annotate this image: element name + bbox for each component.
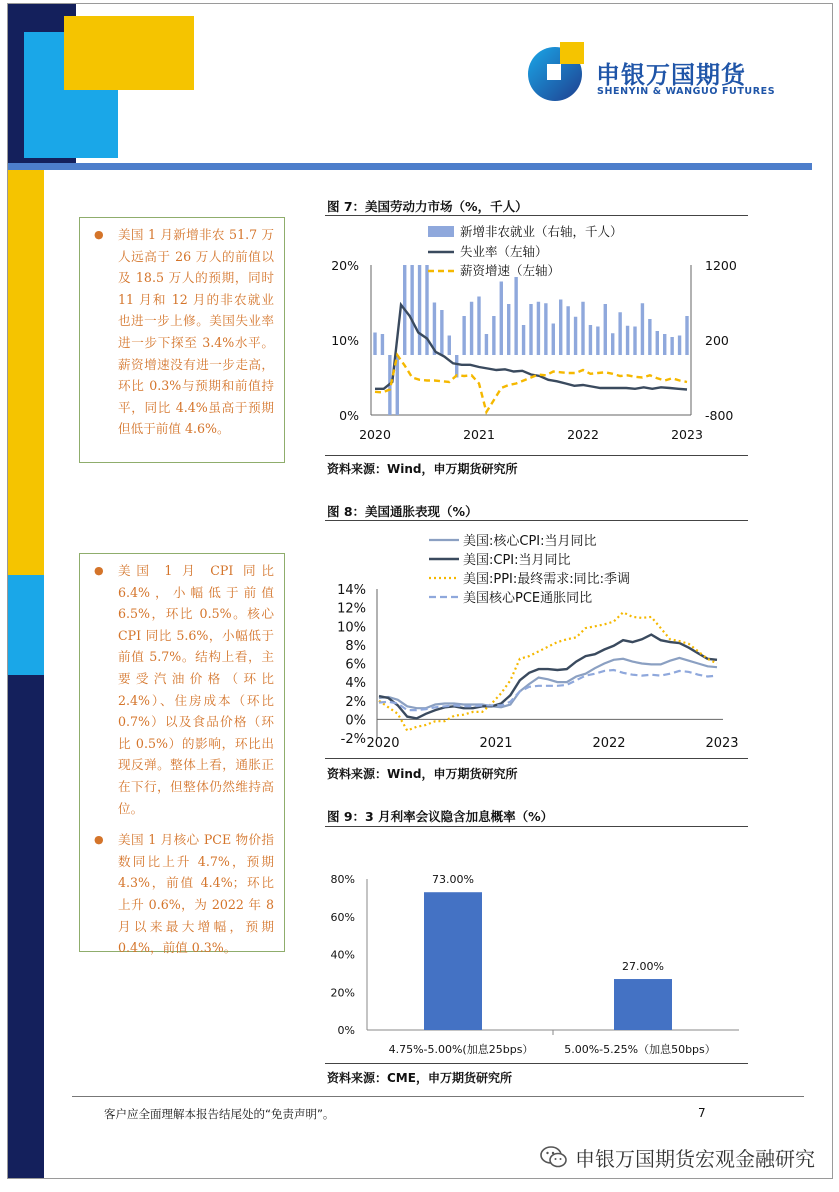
y-axis-tick-label: 6%	[345, 657, 366, 673]
y-axis-tick-label: 40%	[330, 948, 355, 962]
legend-label: 美国核心PCE通胀同比	[463, 591, 593, 606]
circle-bullet-icon: ●	[94, 228, 104, 241]
footer-rule	[72, 1096, 804, 1097]
nfp-bar	[663, 334, 666, 355]
nfp-bar	[633, 327, 636, 356]
legend-label: 美国:PPI:最终需求:同比:季调	[463, 572, 631, 587]
legend-label: 美国:CPI:当月同比	[463, 553, 571, 568]
watermark-text: 申银万国期货宏观金融研究	[575, 1147, 815, 1171]
side-strip-cyan	[8, 575, 44, 675]
summary-text: 美国 1 月 CPI 同比 6.4%，小幅低于前值 6.5%，环比 0.5%。核心 CPI 同比 5.6%，小幅低于前值 5.7%。结构上看，主要受汽油价格（环比 2.4%）、住房成本（环比 0.7%）以及食品价格（环比 0.5%）的影响，环比出现反弹。整体上看，通胀正在下行，但整体仍然维持高位。	[118, 563, 274, 816]
figure-9-top-rule	[325, 826, 748, 827]
nfp-bar	[611, 333, 614, 355]
figure-9-bottom-rule	[325, 1063, 748, 1064]
nfp-bar	[626, 326, 629, 355]
bar-value-label: 27.00%	[622, 960, 664, 974]
wage-growth-line	[375, 355, 687, 412]
nfp-bar	[648, 319, 651, 355]
nfp-bar	[410, 265, 413, 355]
nfp-bar	[670, 337, 673, 355]
company-name-cn: 申银万国期货	[596, 61, 746, 89]
x-axis-tick-label: 2021	[463, 427, 495, 442]
x-axis-tick-label: 2022	[592, 736, 626, 751]
nfp-bar	[641, 303, 644, 355]
nfp-bar	[589, 325, 592, 355]
core-cpi-line	[379, 658, 717, 708]
header-rule	[8, 163, 812, 170]
summary-paragraph	[94, 829, 274, 959]
legend-label: 美国:核心CPI:当月同比	[463, 534, 597, 549]
x-axis-tick-label: 2020	[359, 427, 391, 442]
nfp-bar	[537, 302, 540, 355]
disclaimer-note: 客户应全面理解本报告结尾处的“免责声明”。	[104, 1107, 335, 1121]
y-axis-tick-label: 14%	[337, 583, 366, 598]
nfp-bar	[685, 316, 688, 355]
legend-label: 失业率（左轴）	[460, 244, 548, 259]
x-axis-category-label: 5.00%-5.25%（加息50bps）	[564, 1043, 716, 1056]
wechat-icon	[540, 1146, 568, 1172]
nfp-bar	[462, 316, 465, 355]
nfp-bar	[566, 306, 569, 355]
summary-paragraph	[94, 224, 274, 440]
legend-label: 薪资增速（左轴）	[460, 263, 561, 278]
y-axis-tick-label: 60%	[330, 910, 355, 924]
y-axis-tick-label: 4%	[345, 676, 366, 692]
figure-9-source: 资料来源：CME，申万期货研究所	[327, 1071, 512, 1085]
circle-bullet-icon: ●	[94, 564, 104, 577]
nfp-bar	[373, 333, 376, 356]
nfp-bar	[604, 304, 607, 355]
figure-9-title: 图 9：3 月利率会议隐含加息概率（%）	[327, 809, 554, 824]
nfp-bar	[485, 334, 488, 355]
labor-market-chart	[325, 218, 749, 452]
y-axis-tick-label: 2%	[345, 694, 366, 710]
y-axis-tick-label: 0%	[337, 1024, 355, 1037]
nfp-bar	[440, 310, 443, 355]
nfp-bar	[477, 297, 480, 356]
company-logo-icon	[527, 42, 587, 102]
y-axis-tick-label: 10%	[337, 620, 366, 636]
nfp-bar	[492, 316, 495, 355]
side-strip-navy	[8, 675, 44, 1178]
figure-7-bottom-rule	[325, 455, 748, 456]
x-axis-tick-label: 2023	[671, 427, 703, 442]
y-axis-tick-label: -2%	[340, 732, 366, 747]
nfp-bar	[500, 282, 503, 356]
figure-8-top-rule	[325, 520, 748, 521]
x-axis-tick-label: 2020	[366, 736, 400, 751]
y-axis-tick-label: 0%	[345, 713, 366, 729]
company-name-en: SHENYIN & WANGUO FUTURES	[597, 86, 776, 97]
nfp-bar	[618, 312, 621, 355]
x-axis-tick-label: 2021	[479, 736, 513, 751]
nfp-bar	[529, 304, 532, 355]
core-pce-line	[379, 670, 717, 710]
rate-hike-probability-chart	[325, 829, 749, 1062]
probability-bar	[424, 892, 482, 1030]
y-axis-tick-label: 20%	[330, 986, 355, 1000]
left-axis-tick-label: 20%	[331, 258, 359, 273]
nfp-bar	[507, 304, 510, 355]
nfp-bar	[418, 265, 421, 355]
page-number: 7	[698, 1106, 706, 1120]
nfp-bar	[381, 334, 384, 355]
header-band-yellow	[64, 16, 194, 90]
summary-box-labor	[79, 217, 285, 463]
summary-paragraph	[94, 560, 274, 819]
probability-bar	[614, 979, 672, 1030]
figure-8-title: 图 8：美国通胀表现（%）	[327, 504, 478, 519]
figure-7-top-rule	[325, 215, 748, 216]
y-axis-tick-label: 8%	[345, 638, 366, 654]
side-strip-yellow	[8, 170, 44, 575]
summary-text: 美国 1 月核心 PCE 物价指数同比上升 4.7%，预期 4.3%，前值 4.4%；环比上升 0.6%，为 2022 年 8 月以来最大增幅，预期 0.4%，前值 0.3%。	[118, 832, 274, 956]
nfp-bar	[656, 331, 659, 355]
summary-box-inflation	[79, 553, 285, 956]
x-axis-tick-label: 2023	[705, 736, 739, 751]
inflation-chart	[325, 523, 749, 757]
nfp-bar	[544, 303, 547, 355]
y-axis-tick-label: 80%	[330, 873, 355, 886]
nfp-bar	[448, 336, 451, 356]
nfp-bar	[559, 300, 562, 356]
figure-8-bottom-rule	[325, 758, 748, 759]
nfp-bar	[581, 302, 584, 355]
right-axis-tick-label: 200	[705, 333, 729, 348]
summary-text: 美国 1 月新增非农 51.7 万人远高于 26 万人的前值以及 18.5 万人的预期，同时 11 月和 12 月的非农就业也进一步上修。美国失业率进一步下探至 3.4%水平。薪资增速没有进一步走高，环比 0.3%与预期和前值持平，同比 4.4%虽高于预期但低于前值 4.6%。	[118, 227, 274, 437]
figure-8-source: 资料来源：Wind，申万期货研究所	[327, 767, 518, 781]
nfp-bar	[552, 324, 555, 356]
legend-swatch-bar	[428, 226, 454, 237]
y-axis-tick-label: 12%	[337, 601, 366, 617]
nfp-bar	[514, 277, 517, 355]
nfp-bar	[574, 317, 577, 355]
circle-bullet-icon: ●	[94, 833, 104, 847]
legend-label: 新增非农就业（右轴，千人）	[460, 224, 623, 239]
nfp-bar	[470, 302, 473, 355]
right-axis-tick-label: 1200	[705, 258, 737, 273]
bar-value-label: 73.00%	[432, 873, 474, 887]
figure-7-title: 图 7：美国劳动力市场（%，千人）	[327, 199, 528, 214]
nfp-bar	[596, 327, 599, 356]
right-axis-tick-label: -800	[705, 408, 734, 423]
figure-7-source: 资料来源：Wind，申万期货研究所	[327, 462, 518, 476]
left-axis-tick-label: 10%	[331, 333, 359, 348]
left-axis-tick-label: 0%	[339, 408, 359, 423]
nfp-bar	[522, 325, 525, 355]
x-axis-category-label: 4.75%-5.00%(加息25bps）	[388, 1043, 534, 1056]
x-axis-tick-label: 2022	[567, 427, 599, 442]
nfp-bar	[678, 336, 681, 356]
